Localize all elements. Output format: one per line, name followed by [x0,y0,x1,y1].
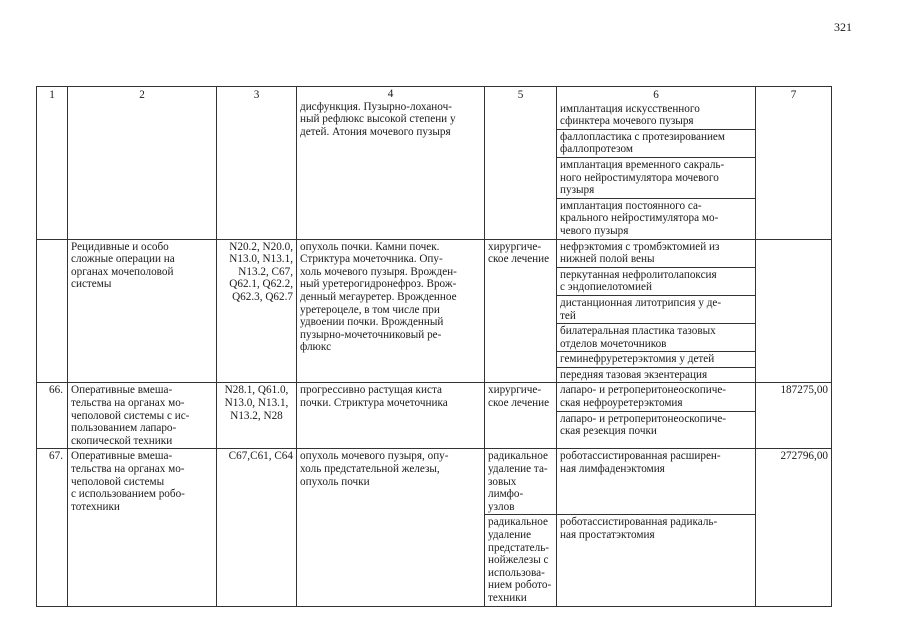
methods-cell [557,383,756,449]
method-item: лапаро- и ретроперитонеоскопиче- ская нефроуретерэктомия [557,383,755,411]
treatment-type: радикальное удаление предстатель- нойжелезы с использова- нием робото- техники [485,515,557,606]
column-number-2: 2 [68,87,217,240]
procedure-name: Оперативные вмеша- тельства на органах мо- чеполовой системы с ис- пользованием лапаро- скопической техники [68,383,217,449]
column-number-5: 5 [485,87,557,240]
method-item: имплантация временного сакраль- ного нейростимулятора мочевого пузыря [557,158,755,199]
row-number: 67. [37,449,68,606]
treatment-type: радикальное удаление та- зовых лимфо- узлов [485,449,557,515]
method-item: билатеральная пластика тазовых отделов мочеточников [557,324,755,352]
method-item: перкутанная нефролитолапоксия с эндопиелотомией [557,268,755,296]
diagnosis: опухоль мочевого пузыря, опу- холь предстательной железы, опухоль почки [297,449,485,606]
cost: 272796,00 [756,449,832,606]
row-number: 66. [37,383,68,449]
method-item: передняя тазовая экзентерация [560,368,708,381]
continuation-diagnosis: дисфункция. Пузырно-лоханоч- ный рефлюкс высокой степени у детей. Атония мочевого пузыря [300,100,456,138]
treatment-type: хирургиче- ское лечение [485,383,557,449]
column-number-6: 6 [653,89,659,101]
table-row-continuation [37,87,832,240]
column-number-7: 7 [756,87,832,240]
continuation-methods-cell [557,87,756,240]
procedures-table [36,86,832,607]
table-row-recidive [37,239,832,383]
icd-codes: N20.2, N20.0, N13.0, N13.1, N13.2, C67, Q62.1, Q62.2, Q62.3, Q62.7 [217,239,297,383]
method-item: дистанционная литотрипсия у де- тей [557,296,755,324]
continuation-diagnosis-cell [297,87,485,240]
treatment-type: хирургиче- ское лечение [485,239,557,383]
table-row-66 [37,383,832,449]
cost-empty [756,239,832,383]
diagnosis: опухоль почки. Камни почек. Стриктура мочеточника. Опу- холь мочевого пузыря. Врожден- ный уретерогидронефроз. Врож- денный мегауретер. Врожденное уретероцеле, в том числе при удвоении почки. Врожденный пузырно-мочеточниковый ре- флюкс [297,239,485,383]
method-item: фаллопластика с протезированием фаллопротезом [557,130,755,158]
column-number-3: 3 [217,87,297,240]
procedure-name: Оперативные вмеша- тельства на органах мо- чеполовой системы с использованием робо- тотехники [68,449,217,606]
method-item: лапаро- и ретроперитонеоскопиче- ская резекция почки [560,412,727,438]
method-item: геминефруретерэктомия у детей [557,352,755,368]
icd-codes: C67,C61, C64 [217,449,297,606]
diagnosis: прогрессивно растущая киста почки. Стриктура мочеточника [297,383,485,449]
procedure-name: Рецидивные и особо сложные операции на органах мочеполовой системы [68,239,217,383]
method-item: нефрэктомия с тромбэктомией из нижней полой вены [557,240,755,268]
method-item: роботассистированная расширен- ная лимфаденэктомия [557,449,756,515]
cost: 187275,00 [756,383,832,449]
column-number-1: 1 [37,87,68,240]
row-number-empty [37,239,68,383]
method-item: роботассистированная радикаль- ная простатэктомия [557,515,756,606]
column-number-4: 4 [387,88,394,100]
method-item: имплантация искусственного сфинктера мочевого пузыря [557,102,755,130]
method-item: имплантация постоянного са- крального нейростимулятора мо- чевого пузыря [560,199,719,237]
table-row-67 [37,449,832,515]
icd-codes: N28.1, Q61.0, N13.0, N13.1, N13.2, N28 [217,383,297,449]
methods-cell [557,239,756,383]
page-number: 321 [834,20,852,34]
